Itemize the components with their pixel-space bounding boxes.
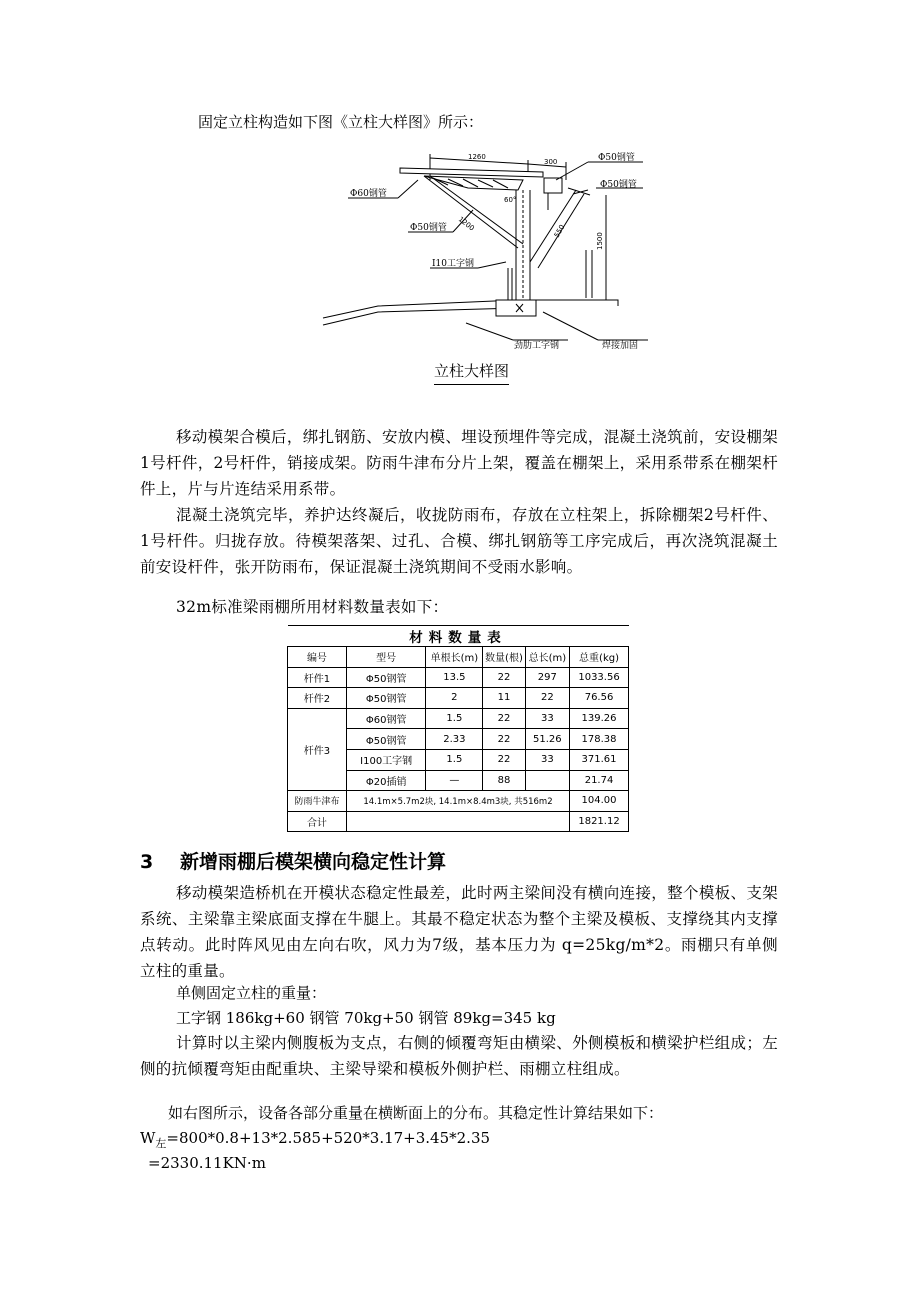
pipe50-left-label: Φ50钢管 (410, 223, 447, 233)
cell-total-len: 33 (525, 708, 569, 729)
section-title: 新增雨棚后模架横向稳定性计算 (180, 851, 447, 873)
section-number: 3 (140, 851, 154, 873)
cell-id: 合计 (288, 811, 347, 832)
cell-type: Φ20插销 (346, 770, 426, 791)
formula-w: W (140, 1129, 156, 1147)
cell-qty: 88 (483, 770, 525, 791)
cell-weight: 1821.12 (570, 811, 629, 832)
formula-subscript: 左 (155, 1137, 167, 1150)
table-title: 材料数量表 (288, 626, 629, 647)
paragraph-1: 移动模架合模后，绑扎钢筋、安放内模、埋设预埋件等完成，混凝土浇筑前，安设棚架1号杆件，2号杆件，销接成架。防雨牛津布分片上架，覆盖在棚架上，采用系带系在棚架杆件上，片与片连结采用系带。 (140, 428, 778, 498)
header-cell: 单根长(m) (426, 647, 483, 668)
cell-weight: 178.38 (570, 729, 629, 750)
cell-id: 防雨牛津布 (288, 791, 347, 812)
section-heading (140, 847, 446, 874)
cell-type: Φ60钢管 (346, 708, 426, 729)
pipe50-right-label: Φ50钢管 (600, 180, 637, 190)
pipe60-label: Φ60钢管 (350, 189, 387, 199)
cell-weight: 371.61 (570, 749, 629, 770)
cell-total-len (525, 770, 569, 791)
cell-id: 杆件1 (288, 667, 347, 688)
dim-550-label: 550 (552, 223, 567, 239)
header-cell: 总长(m) (525, 647, 569, 668)
cell-id: 杆件2 (288, 688, 347, 709)
cell-qty: 22 (483, 749, 525, 770)
formula-line (140, 1128, 490, 1154)
cell-len: 2.33 (426, 729, 483, 750)
dim-top-label: 1260 (468, 153, 486, 161)
section-paragraph-3: 工字钢 186kg+60 钢管 70kg+50 钢管 89kg=345 kg (176, 1009, 556, 1027)
table-row (288, 791, 629, 812)
material-table (287, 625, 629, 832)
table-row (288, 811, 629, 832)
section-paragraph-2: 单侧固定立柱的重量： (176, 984, 327, 1002)
cell-len: 13.5 (426, 667, 483, 688)
cell-type: Φ50钢管 (346, 688, 426, 709)
cell-weight: 139.26 (570, 708, 629, 729)
dim-1500-label: 1500 (596, 232, 604, 250)
cell-empty (346, 811, 569, 832)
cell-len: — (426, 770, 483, 791)
cell-total-len: 33 (525, 749, 569, 770)
table-header-row (288, 647, 629, 668)
cell-weight: 1033.56 (570, 667, 629, 688)
i-beam-label: I10工字钢 (432, 259, 475, 269)
weld-label: 焊接加固 (602, 341, 639, 350)
cell-len: 1.5 (426, 749, 483, 770)
cell-qty: 22 (483, 729, 525, 750)
cell-len: 2 (426, 688, 483, 709)
angle-label: 60° (504, 196, 517, 204)
cell-id: 杆件3 (288, 708, 347, 790)
intro-line: 固定立柱构造如下图《立柱大样图》所示： (198, 113, 484, 131)
cell-qty: 22 (483, 667, 525, 688)
header-cell: 型号 (346, 647, 426, 668)
cell-type: Φ50钢管 (346, 729, 426, 750)
header-cell: 数量(根) (483, 647, 525, 668)
dim-diag-label: 1200 (456, 215, 476, 233)
column-detail-figure (318, 150, 658, 350)
cell-total-len: 297 (525, 667, 569, 688)
section-paragraph-5: 如右图所示，设备各部分重量在横断面上的分布。其稳定性计算结果如下： (168, 1104, 664, 1122)
section-paragraph-4: 计算时以主梁内侧腹板为支点，右侧的倾覆弯矩由横梁、外侧模板和横梁护栏组成；左侧的抗倾覆弯矩由配重块、主梁导梁和模板外侧护栏、雨棚立柱组成。 (140, 1034, 778, 1078)
header-cell: 总重(kg) (570, 647, 629, 668)
cell-weight: 104.00 (570, 791, 629, 812)
cell-type: Φ50钢管 (346, 667, 426, 688)
rib-beam-label: 劲肋工字钢 (514, 341, 560, 350)
cell-type: I100工字钢 (346, 749, 426, 770)
formula-rhs: =800*0.8+13*2.585+520*3.17+3.45*2.35 (166, 1129, 491, 1147)
cell-cloth-desc: 14.1m×5.7m2块, 14.1m×8.4m3块, 共516m2 (346, 791, 569, 812)
paragraph-2: 混凝土浇筑完毕，养护达终凝后，收拢防雨布，存放在立柱架上，拆除棚架2号杆件、1号杆件。归拢存放。待模架落架、过孔、合模、绑扎钢筋等工序完成后，再次浇筑混凝土前安设杆件，张开防雨布，保证混凝土浇筑期间不受雨水影响。 (140, 506, 778, 576)
cell-total-len: 51.26 (525, 729, 569, 750)
cell-weight: 76.56 (570, 688, 629, 709)
cell-total-len: 22 (525, 688, 569, 709)
table-row (288, 667, 629, 688)
cell-weight: 21.74 (570, 770, 629, 791)
figure-caption: 立柱大样图 (434, 360, 509, 385)
pipe50-top-label: Φ50钢管 (598, 153, 635, 163)
dim-300-label: 300 (544, 158, 558, 166)
section-paragraph-1: 移动模架造桥机在开模状态稳定性最差，此时两主梁间没有横向连接，整个模板、支架系统、主梁靠主梁底面支撑在牛腿上。其最不稳定状态为整个主梁及模板、支撑绕其内支撑点转动。此时阵风见由左向右吹，风力为7级，基本压力为 q=25kg/m*2。雨棚只有单侧立柱的重量。 (140, 884, 778, 980)
header-cell: 编号 (288, 647, 347, 668)
cell-qty: 11 (483, 688, 525, 709)
formula-result: =2330.11KN·m (148, 1154, 266, 1172)
cell-qty: 22 (483, 708, 525, 729)
paragraph-3: 32m标准梁雨棚所用材料数量表如下： (176, 598, 449, 616)
cell-len: 1.5 (426, 708, 483, 729)
table-row (288, 688, 629, 709)
table-row (288, 708, 629, 729)
